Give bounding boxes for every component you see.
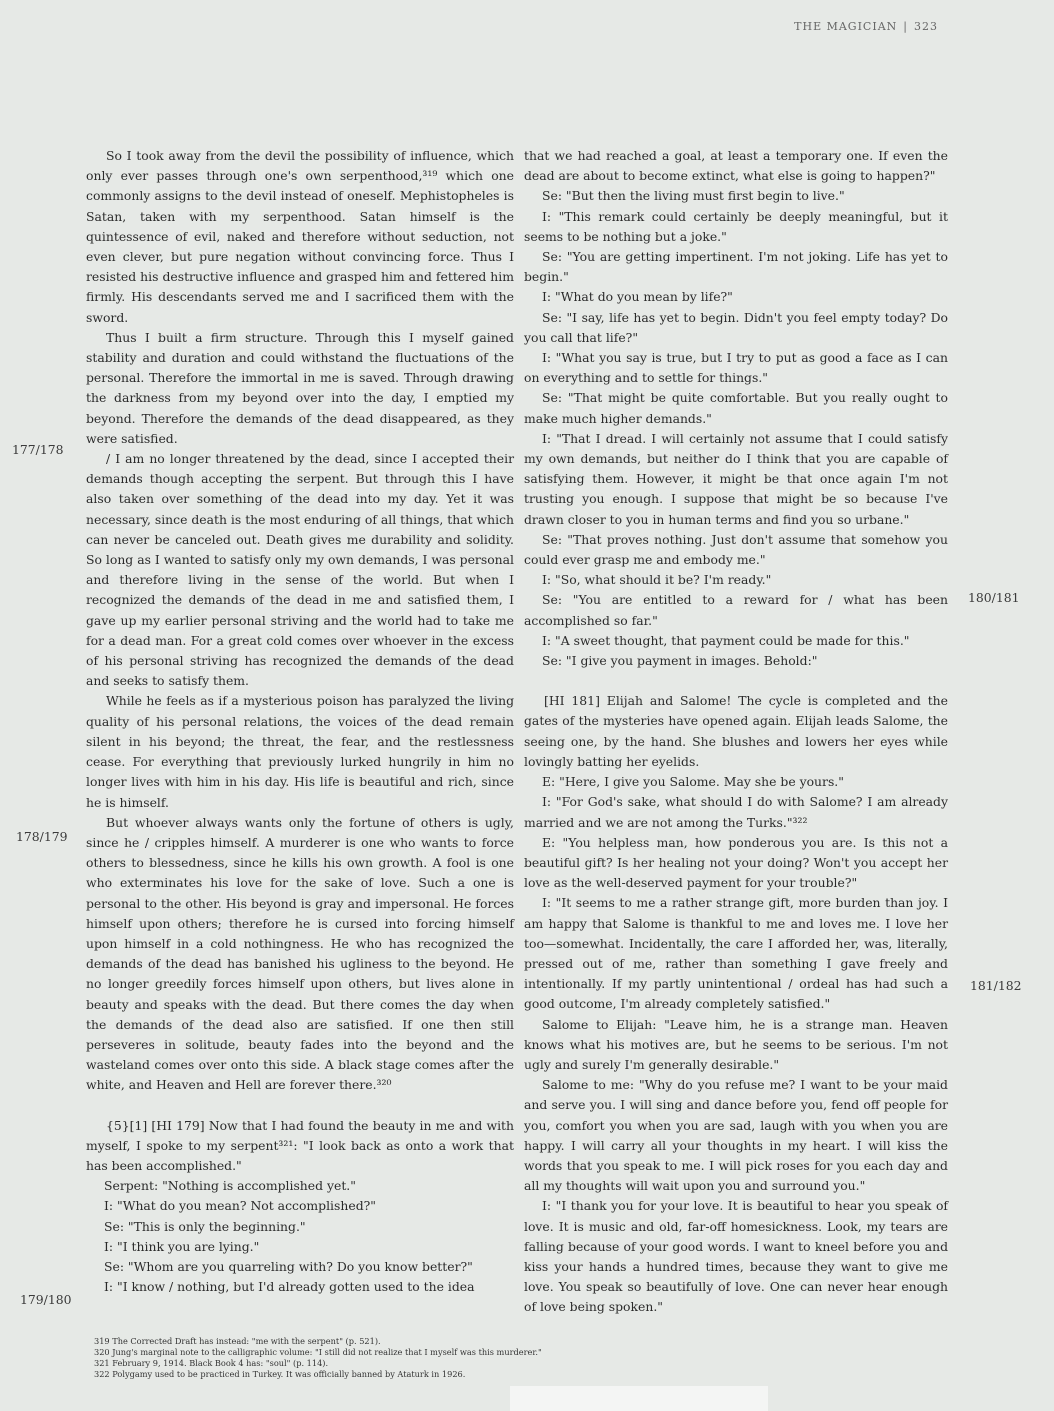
paragraph: So I took away from the devil the possibility of influence, which only ever passes through one's own serpenthood,³¹⁹ which one commonly assigns to the devil instead of oneself. Mephistopheles is Satan, taken with my serpenthood. Satan himself is the quintessence of evil, naked and therefore without seduction, not even clever, but pure negation without convincing force. Thus I resisted his destructive influence and grasped him and fettered him firmly. His descendants served me and I sacrificed them with the sword. [86,148,514,325]
dialogue-line: I: "What do you mean? Not accomplished?" [104,1198,376,1214]
paragraph: / I am no longer threatened by the dead, since I accepted their demands though accepting the serpent. But through this I have also taken over something of the dead into my day. Yet it was necessary, since death is the most enduring of all things, that which can never be canceled out. Death gives me durability and solidity. So long as I wanted to satisfy only my own demands, I was personal and therefore living in the sense of the world. But when I recognized the demands of the dead in me and satisfied them, I gave up my earlier personal striving and the world had to take me for a dead man. For a great cold comes over whoever in the excess of his personal striving has recognized the demands of the dead and seeks to satisfy them. [86,451,514,689]
dialogue-line: I: "This remark could certainly be deeply meaningful, but it seems to be nothing but a joke." [524,208,948,244]
dialogue-line: Se: "You are getting impertinent. I'm not joking. Life has yet to begin." [524,249,948,285]
dialogue-line: I: "I think you are lying." [104,1238,260,1254]
dialogue-line: I: "I thank you for your love. It is beautiful to hear you speak of love. It is music and old, far-off homesickness. Look, my tears are falling because of your good words. I want to kneel before you and kiss your hands a hundred times, because they want to give me love. You speak so beautifully of love. One can never hear enough of love being spoken." [524,1198,948,1315]
running-header [794,20,938,33]
section-gap [86,1096,514,1116]
dialogue-line: Se: "Whom are you quarreling with? Do you know better?" [104,1258,473,1274]
dialogue-line: Se: "This is only the beginning." [104,1218,306,1234]
dialogue-line: Se: "That proves nothing. Just don't assume that somehow you could ever grasp me and embody me." [524,531,948,568]
dialogue-line: Serpent: "Nothing is accomplished yet." [104,1178,356,1194]
dialogue-line: Se: "That might be quite comfortable. But you really ought to make much higher demands." [524,390,948,426]
dialogue-line: I: "What do you mean by life?" [542,289,733,305]
dialogue-line: Se: "You are entitled to a reward for / what has been accomplished so far." [524,592,948,628]
paragraph: While he feels as if a mysterious poison has paralyzed the living quality of his personal relations, the voices of the dead remain silent in his beyond; the threat, the fear, and the restlessness cease. For everything that previously lurked hungrily in him no longer lives with him in his day. His life is beautiful and rich, since he is himself. [86,693,514,810]
dialogue-line: I: "It seems to me a rather strange gift, more burden than joy. I am happy that Salome is thankful to me and loves me. I love her too—somewhat. Incidentally, the care I afforded her, was, literally, pressed out of me, rather than something I gave freely and intentionally. If my partly unintentional / ordeal has had such a good outcome, I'm already completely satisfied." [524,895,948,1012]
header-separator: | [903,20,908,33]
left-column [86,146,514,1297]
dialogue-line: I: "I know / nothing, but I'd already gotten used to the idea [104,1279,475,1295]
dialogue-line: I: "That I dread. I will certainly not assume that I could satisfy my own demands, but neither do I think that you are capable of satisfying them. However, it might be that once again I'm not trusting you enough. I suppose that might be so because I've drawn closer to you in human terms and find you so urbane." [524,430,948,527]
paragraph: that we had reached a goal, at least a temporary one. If even the dead are about to become extinct, what else is going to happen?" [524,148,948,184]
dialogue-line: I: "For God's sake, what should I do with Salome? I am already married and we are not among the Turks."³²² [524,794,948,830]
paragraph: {5}[1] [HI 179] Now that I had found the beauty in me and with myself, I spoke to my serpent³²¹: "I look back as onto a work that has been accomplished." [86,1117,514,1173]
margin-ref-180-181: 180/181 [968,590,1020,605]
dialogue-line: I: "A sweet thought, that payment could be made for this." [542,632,910,648]
running-title: THE MAGICIAN [794,20,898,33]
footnote: 322 Polygamy used to be practiced in Turkey. It was officially banned by Ataturk in 1926. [94,1369,466,1379]
dialogue-line: E: "You helpless man, how ponderous you are. Is this not a beautiful gift? Is her healing not your doing? Won't you accept her love as the well-deserved payment for your trouble?" [524,834,948,891]
margin-ref-179-180: 179/180 [20,1292,72,1307]
margin-ref-178-179: 178/179 [16,829,68,844]
dialogue-line: I: "So, what should it be? I'm ready." [542,572,772,588]
margin-ref-177-178: 177/178 [12,442,64,457]
footnote: 320 Jung's marginal note to the calligraphic volume: "I still did not realize that I myself was this murderer." [94,1347,542,1357]
footnotes [94,1336,794,1380]
dialogue-line: Se: "I say, life has yet to begin. Didn't you feel empty today? Do you call that life?" [524,309,948,345]
footnote: 321 February 9, 1914. Black Book 4 has: "soul" (p. 114). [94,1358,329,1368]
paragraph: [HI 181] Elijah and Salome! The cycle is completed and the gates of the mysteries have opened again. Elijah leads Salome, the seeing one, by the hand. She blushes and lowers her eyes while lovingly batting her eyelids. [524,693,948,769]
dialogue-line: Salome to me: "Why do you refuse me? I want to be your maid and serve you. I will sing and dance before you, fend off people for you, comfort you when you are sad, laugh with you when you are happy. I will carry all your thoughts in my heart. I will kiss the words that you speak to me. I will pick roses for you each day and all my thoughts will wait upon you and surround you." [524,1077,948,1194]
dialogue-line: Se: "I give you payment in images. Behold:" [542,653,818,669]
dialogue-line: Salome to Elijah: "Leave him, he is a strange man. Heaven knows what his motives are, but he seems to be serious. I'm not ugly and surely I'm generally desirable." [524,1016,948,1072]
section-gap [524,671,948,691]
right-column [524,146,948,1318]
paragraph: Thus I built a firm structure. Through this I myself gained stability and duration and could withstand the fluctuations of the personal. Therefore the immortal in me is saved. Through drawing the darkness from my beyond over into the day, I emptied my beyond. Therefore the demands of the dead disappeared, as they were satisfied. [86,329,514,446]
page-number: 323 [914,20,938,33]
dialogue-line: E: "Here, I give you Salome. May she be yours." [542,774,844,790]
page-bottom-strip [510,1386,768,1411]
margin-ref-181-182: 181/182 [970,978,1022,993]
footnote: 319 The Corrected Draft has instead: "me with the serpent" (p. 521). [94,1336,381,1346]
dialogue-line: Se: "But then the living must first begin to live." [542,188,845,204]
paragraph: But whoever always wants only the fortune of others is ugly, since he / cripples himself. A murderer is one who wants to force others to blessedness, since he kills his own growth. A fool is one who exterminates his love for the sake of love. Such a one is personal to the other. His beyond is gray and impersonal. He forces himself upon others; therefore he is cursed into forcing himself upon himself in a cold nothingness. He who has recognized the demands of the dead has banished his ugliness to the beyond. He no longer greedily forces himself upon others, but lives alone in beauty and speaks with the dead. But there comes the day when the demands of the dead also are satisfied. If one then still perseveres in solitude, beauty fades into the beyond and the wasteland comes over onto this side. A black stage comes after the white, and Heaven and Hell are forever there.³²⁰ [86,814,514,1093]
dialogue-line: I: "What you say is true, but I try to put as good a face as I can on everything and to settle for things." [524,350,948,386]
